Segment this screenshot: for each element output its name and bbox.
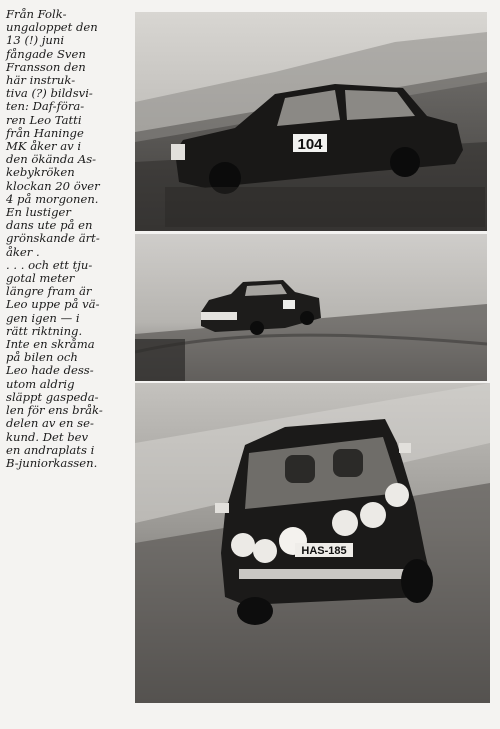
caption-line: gen igen — i xyxy=(6,310,80,325)
caption-line: MK åker av i xyxy=(6,139,82,154)
caption-line: . . . och ett tju- xyxy=(6,257,93,272)
license-plate: HAS-185 xyxy=(301,545,347,557)
caption-line: Inte en skråma xyxy=(6,337,95,352)
caption-line: rätt riktning. xyxy=(6,323,83,338)
article-caption xyxy=(6,8,134,470)
caption-line: Leo uppe på vä- xyxy=(6,297,100,312)
caption-line: utom aldrig xyxy=(6,376,75,391)
caption-line: åker . xyxy=(6,244,40,259)
caption-line: delen av en se- xyxy=(6,416,94,431)
photo-car-front xyxy=(135,383,490,703)
caption-line: klockan 20 över xyxy=(6,178,100,193)
caption-line: längre fram är xyxy=(6,284,92,299)
car-number: 104 xyxy=(297,136,323,153)
caption-line: len för ens bråk- xyxy=(6,403,103,418)
caption-line: gotal meter xyxy=(6,271,75,286)
caption-line: ren Leo Tatti xyxy=(6,112,82,127)
caption-line: kund. Det bev xyxy=(6,429,89,444)
photo-car-in-field xyxy=(135,234,487,381)
caption-line: Från Folk- xyxy=(6,7,67,21)
caption-line: fångade Sven xyxy=(6,46,86,61)
caption-line: dans ute på en xyxy=(6,218,93,233)
caption-line: B-juniorkassen. xyxy=(6,455,98,470)
caption-line: på bilen och xyxy=(6,350,78,365)
caption-line: släppt gaspeda- xyxy=(6,389,99,404)
caption-line: en andraplats i xyxy=(6,442,95,457)
photo-car-sliding xyxy=(135,12,487,231)
caption-line: tiva (?) bildsvi- xyxy=(6,86,93,101)
caption-line: grönskande ärt- xyxy=(6,231,100,246)
caption-line: ten: Daf-föra- xyxy=(6,99,85,114)
caption-line: ungaloppet den xyxy=(6,20,98,35)
caption-line: den ökända As- xyxy=(6,152,97,167)
caption-line: En lustiger xyxy=(6,205,71,220)
caption-line: här instruk- xyxy=(6,73,76,88)
caption-line: från Haninge xyxy=(6,125,84,140)
caption-line: Fransson den xyxy=(6,59,86,74)
caption-line: 4 på morgonen. xyxy=(6,191,99,206)
caption-line: Leo hade dess- xyxy=(6,363,94,378)
caption-line: kebykröken xyxy=(6,165,75,180)
caption-line: 13 (!) juni xyxy=(6,33,65,48)
